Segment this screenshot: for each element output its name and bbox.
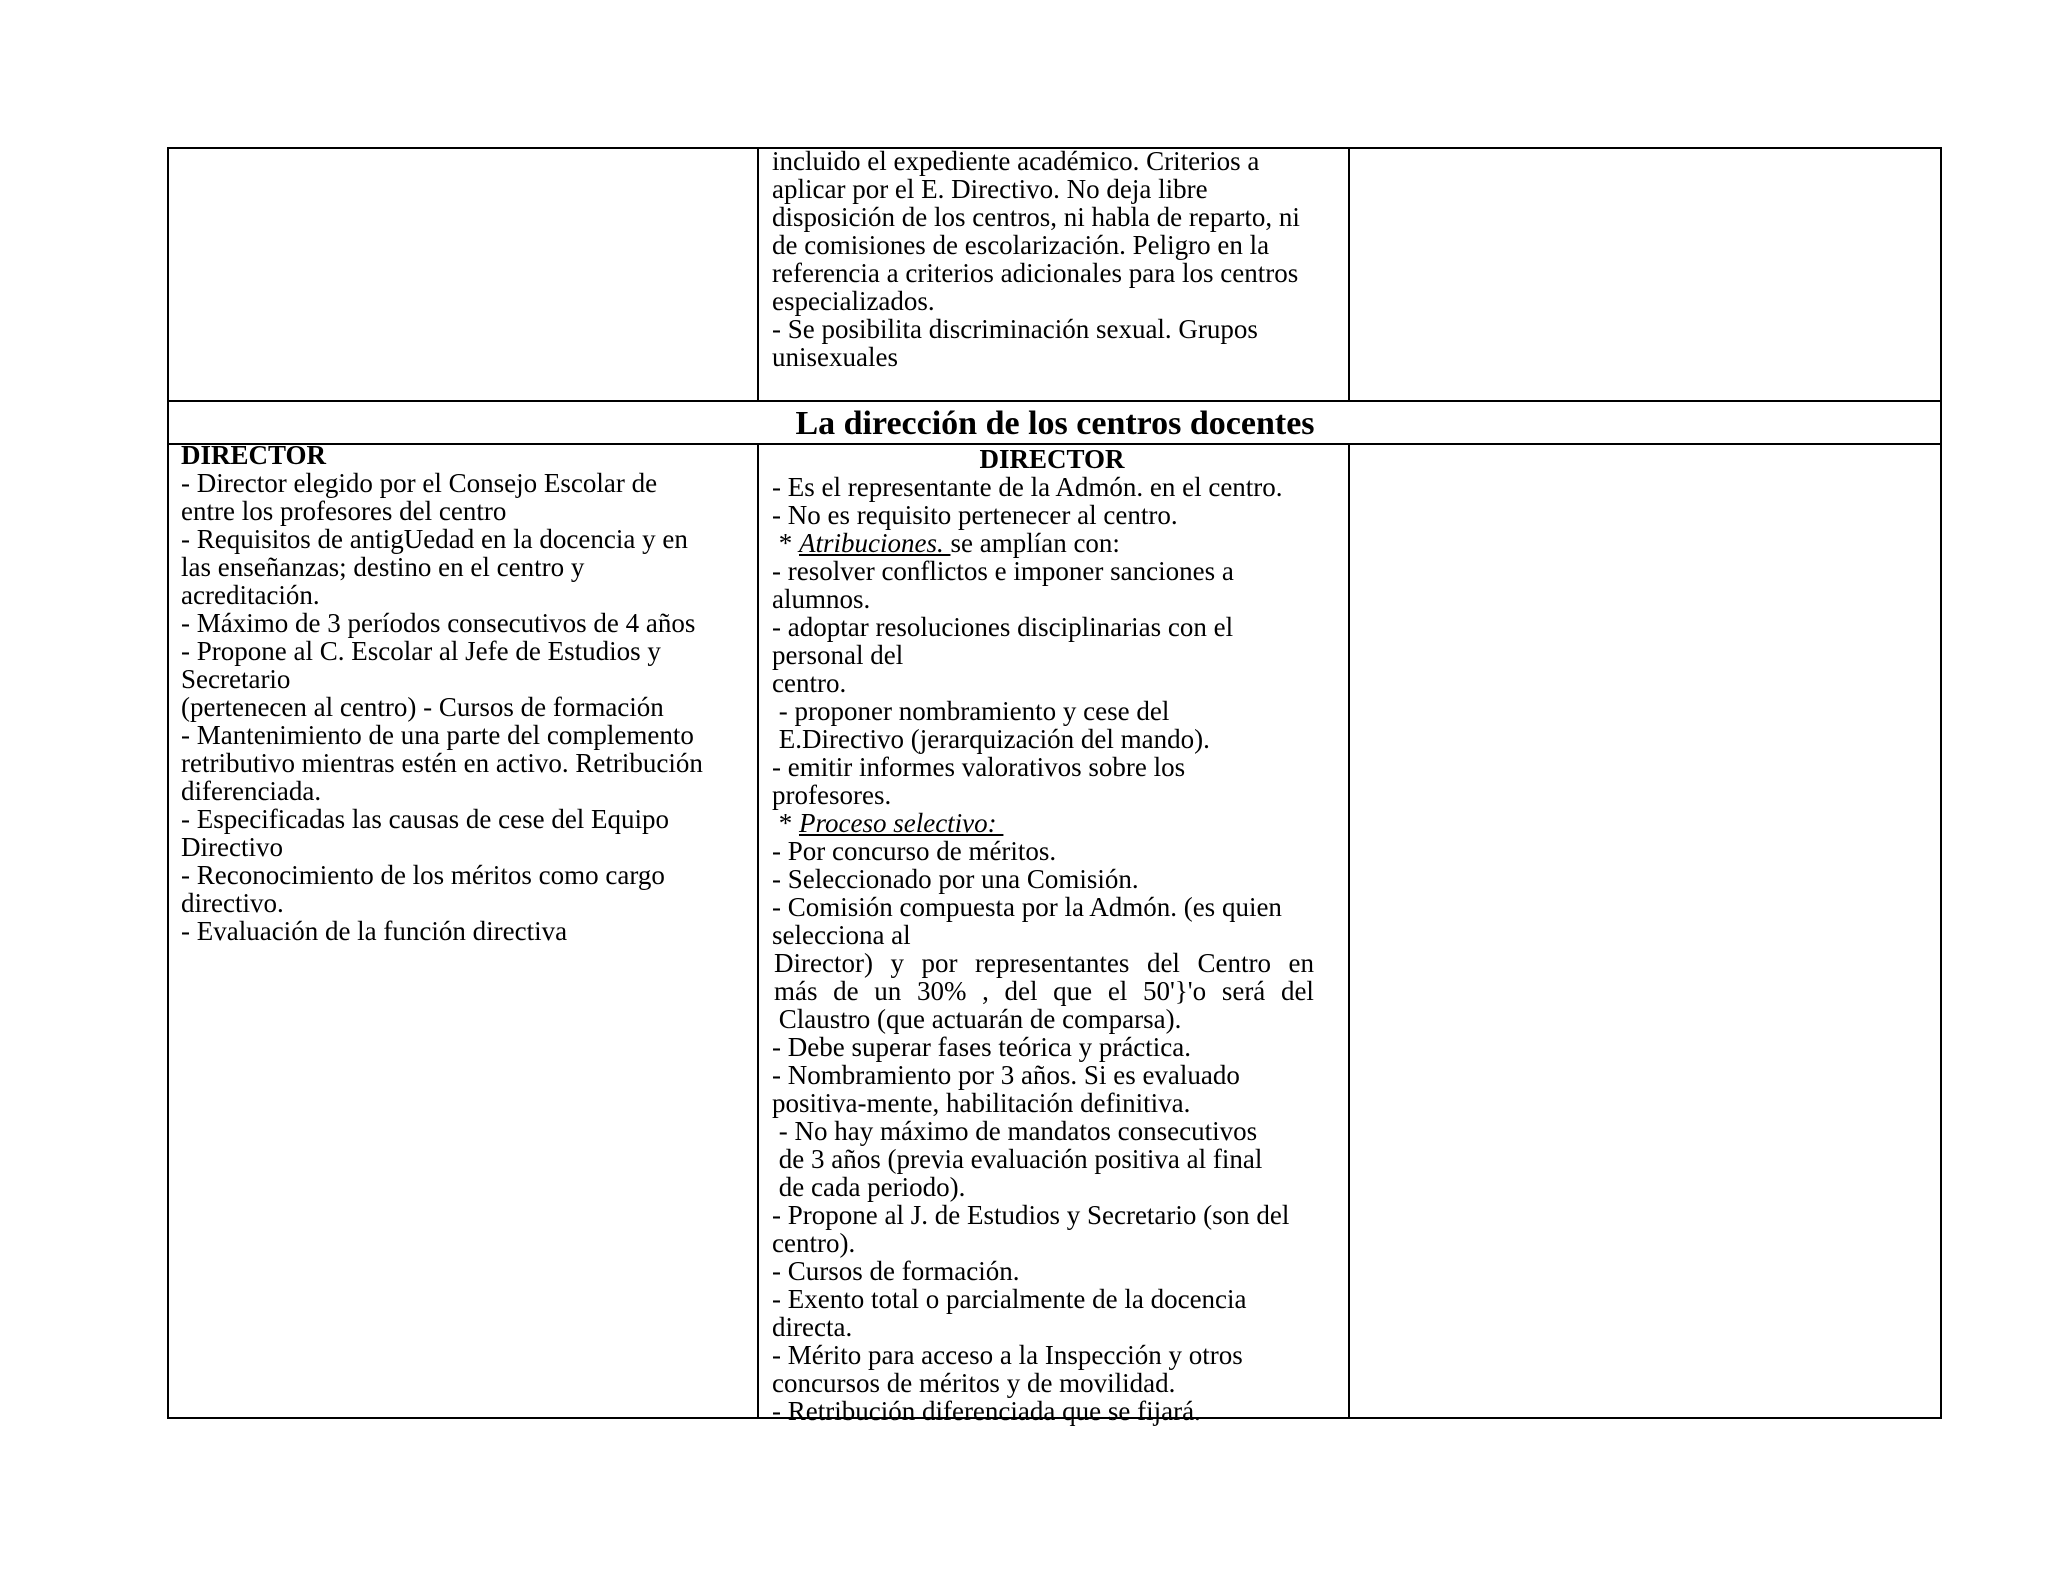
word: más	[774, 976, 818, 1006]
text-line: - No hay máximo de mandatos consecutivos	[772, 1116, 1258, 1146]
middle-column-cell	[772, 445, 1332, 1425]
text-line: - Por concurso de méritos.	[772, 836, 1057, 866]
word: el	[1107, 976, 1128, 1006]
text-line: - Seleccionado por una Comisión.	[772, 864, 1139, 894]
text-line: Claustro (que actuarán de comparsa).	[772, 1004, 1182, 1034]
section-title-top-border	[167, 400, 1942, 402]
text-line: - Se posibilita discriminación sexual. Grupos	[772, 314, 1258, 344]
text-line: personal del	[772, 640, 904, 670]
text-line: (pertenecen al centro) - Cursos de formación	[181, 692, 664, 722]
attributions-line	[772, 529, 1332, 557]
text-line: - Mantenimiento de una parte del complemento	[181, 720, 694, 750]
word: que	[1053, 976, 1093, 1006]
text-line: - Exento total o parcialmente de la docencia	[772, 1284, 1247, 1314]
text-line: - Requisitos de antigUedad en la docencia y en	[181, 524, 688, 554]
left-column-cell	[181, 441, 751, 945]
text-line: concursos de méritos y de movilidad.	[772, 1368, 1176, 1398]
text-line: de comisiones de escolarización. Peligro en la	[772, 230, 1270, 260]
column-divider-1-bottom	[757, 443, 759, 1419]
text-line: referencia a criterios adicionales para los centros	[772, 258, 1299, 288]
text-line: Secretario	[181, 664, 291, 694]
column-divider-2-bottom	[1348, 443, 1350, 1419]
column-divider-1-top	[757, 147, 759, 402]
text-line: de 3 años (previa evaluación positiva al final	[772, 1144, 1263, 1174]
word: 50'}'o	[1142, 976, 1207, 1006]
column-divider-2-top	[1348, 147, 1350, 402]
text-line: incluido el expediente académico. Criterios a	[772, 146, 1260, 176]
text-line: - emitir informes valorativos sobre los	[772, 752, 1186, 782]
text-line: - Reconocimiento de los méritos como cargo	[181, 860, 665, 890]
section-title: La dirección de los centros docentes	[795, 405, 1315, 442]
text-line: - No es requisito pertenecer al centro.	[772, 500, 1178, 530]
text-line: acreditación.	[181, 580, 320, 610]
text-line: directivo.	[181, 888, 284, 918]
word: y	[890, 948, 904, 978]
text-line: - adoptar resoluciones disciplinarias con el	[772, 612, 1234, 642]
text-line: alumnos.	[772, 584, 871, 614]
text-line: E.Directivo (jerarquización del mando).	[772, 724, 1210, 754]
text-line: - Retribución diferenciada que se fijará.	[772, 1396, 1201, 1426]
text-line: - Nombramiento por 3 años. Si es evaluado	[772, 1060, 1240, 1090]
word: del	[1280, 976, 1314, 1006]
table-left-border	[167, 147, 169, 1419]
text-line: disposición de los centros, ni habla de reparto, ni	[772, 202, 1300, 232]
word: será	[1221, 976, 1266, 1006]
selection-process-label: Proceso selectivo:	[799, 808, 1004, 838]
text-line: las enseñanzas; destino en el centro y	[181, 552, 585, 582]
table-right-border	[1940, 147, 1942, 1419]
text-line: diferenciada.	[181, 776, 322, 806]
text-line: aplicar por el E. Directivo. No deja libre	[772, 174, 1208, 204]
word: por	[921, 948, 958, 978]
word: ,	[982, 976, 989, 1006]
text-line: - Es el representante de la Admón. en el centro.	[772, 472, 1283, 502]
word: del	[1146, 948, 1180, 978]
text-line: de cada periodo).	[772, 1172, 966, 1202]
text-line: - Comisión compuesta por la Admón. (es quien	[772, 892, 1282, 922]
text-line: centro.	[772, 668, 847, 698]
text-line: centro).	[772, 1228, 856, 1258]
selection-process-prefix: *	[772, 808, 799, 838]
text-line: - Debe superar fases teórica y práctica.	[772, 1032, 1192, 1062]
left-column-header: DIRECTOR	[181, 440, 327, 470]
text-line: - Especificadas las causas de cese del Equipo	[181, 804, 670, 834]
attributions-suffix: se amplían con:	[950, 528, 1120, 558]
text-line: - proponer nombramiento y cese del	[772, 696, 1170, 726]
text-line: positiva-mente, habilitación definitiva.	[772, 1088, 1191, 1118]
text-line: - Evaluación de la función directiva	[181, 916, 568, 946]
text-line: directa.	[772, 1312, 853, 1342]
word: 30%	[916, 976, 967, 1006]
text-line: - Cursos de formación.	[772, 1256, 1020, 1286]
text-line: selecciona al	[772, 920, 911, 950]
word: Director)	[774, 948, 873, 978]
word: Centro	[1197, 948, 1271, 978]
word: un	[874, 976, 902, 1006]
word: de	[833, 976, 859, 1006]
text-line: - Mérito para acceso a la Inspección y otros	[772, 1340, 1243, 1370]
selection-process-line	[772, 809, 1332, 837]
text-line: - Director elegido por el Consejo Escolar de	[181, 468, 658, 498]
justified-line-2	[772, 977, 1314, 1005]
word: representantes	[975, 948, 1130, 978]
text-line: - Propone al C. Escolar al Jefe de Estudios y	[181, 636, 661, 666]
attributions-label: Atribuciones.	[799, 528, 951, 558]
text-line: entre los profesores del centro	[181, 496, 507, 526]
text-line: unisexuales	[772, 342, 898, 372]
text-line: - Propone al J. de Estudios y Secretario (son del	[772, 1200, 1290, 1230]
text-line: retributivo mientras estén en activo. Retribución	[181, 748, 703, 778]
text-line: - Máximo de 3 períodos consecutivos de 4 años	[181, 608, 696, 638]
text-line: profesores.	[772, 780, 892, 810]
attributions-prefix: *	[772, 528, 799, 558]
middle-column-header: DIRECTOR	[979, 444, 1125, 474]
word: del	[1004, 976, 1038, 1006]
word: en	[1288, 948, 1314, 978]
text-line: Directivo	[181, 832, 283, 862]
top-row-middle-cell	[772, 147, 1342, 371]
text-line: - resolver conflictos e imponer sanciones a	[772, 556, 1234, 586]
text-line: especializados.	[772, 286, 935, 316]
justified-line-1	[772, 949, 1314, 977]
